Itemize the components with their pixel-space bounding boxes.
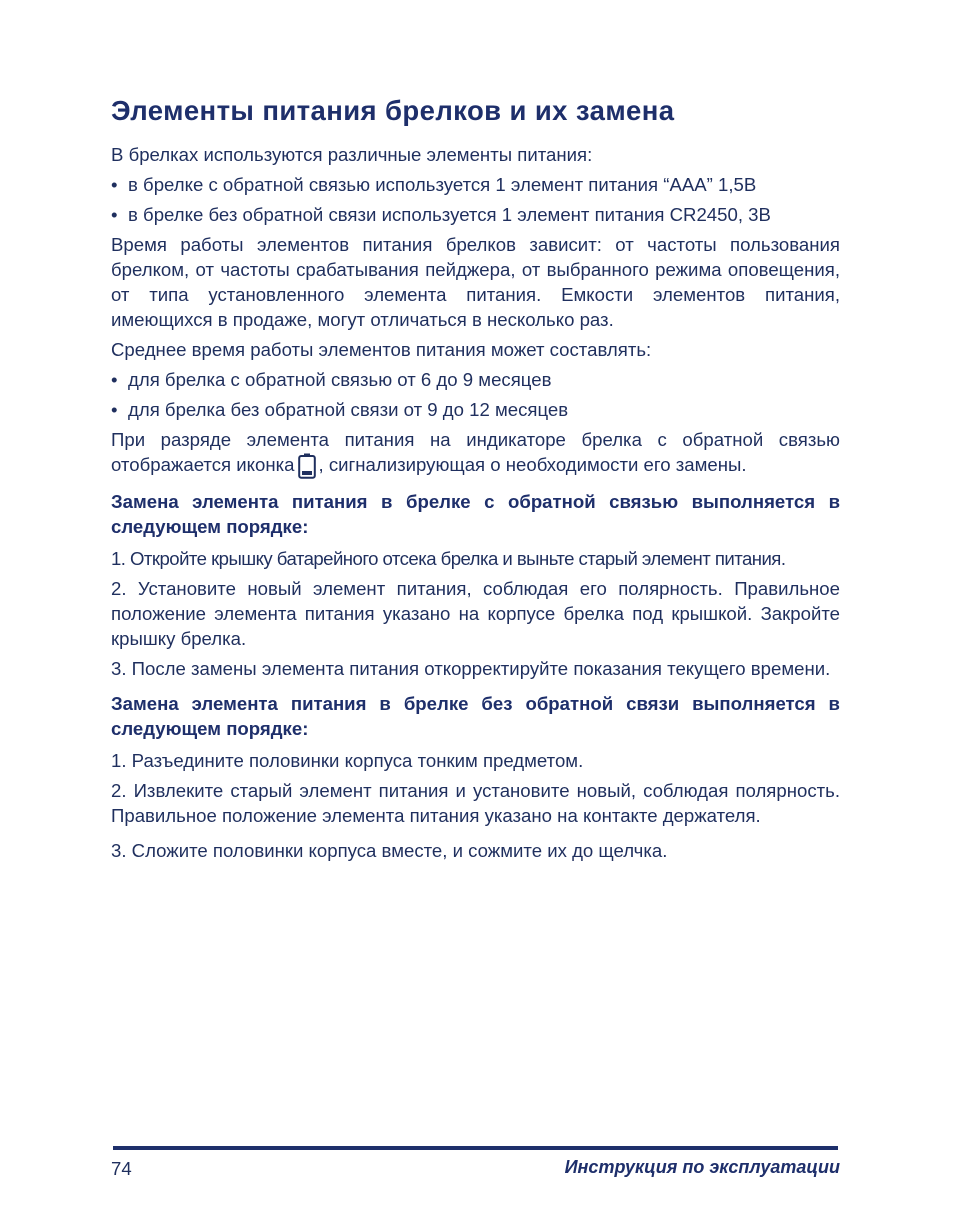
- footer-divider: [113, 1146, 838, 1150]
- page-content: [111, 94, 840, 868]
- battery-type-feedback: в брелке с обратной связью используется 1 элемент питания “AAA” 1,5В: [128, 174, 757, 195]
- footer-doc-title: Инструкция по эксплуатации: [564, 1157, 840, 1177]
- average-feedback: для брелка с обратной связью от 6 до 9 месяцев: [128, 369, 552, 390]
- runtime-paragraph: Время работы элементов питания брелков зависит: от частоты пользования брелком, от частоты срабатывания пейджера, от выбранного режима оповещения, от типа установленного элемента питания. Емкости элементов питания, имеющихся в продаже, могут отличаться в несколько раз.: [111, 234, 840, 330]
- step-item: 2. Извлеките старый элемент питания и установите новый, соблюдая полярность. Правильное положение элемента питания указано на контакте держателя.: [111, 780, 840, 826]
- discharge-text-end: , сигнализирующая о необходимости его замены.: [318, 454, 747, 475]
- bullet-icon: •: [111, 174, 118, 195]
- page-title: Элементы питания брелков и их замена: [111, 95, 675, 126]
- bullet-icon: •: [111, 204, 118, 225]
- page-number: 74: [111, 1158, 132, 1179]
- bullet-icon: •: [111, 399, 118, 420]
- list-item: [111, 397, 840, 422]
- section-heading-no-feedback: Замена элемента питания в брелке без обратной связи выполняется в следующем порядке:: [111, 693, 840, 739]
- step-item: 2. Установите новый элемент питания, соблюдая его полярность. Правильное положение элемента питания указано на корпусе брелка под крышкой. Закройте крышку брелка.: [111, 578, 840, 649]
- discharge-paragraph: [111, 427, 840, 479]
- step-item: 3. Сложите половинки корпуса вместе, и сожмите их до щелчка.: [111, 840, 668, 861]
- bullet-icon: •: [111, 369, 118, 390]
- battery-type-no-feedback: в брелке без обратной связи используется 1 элемент питания CR2450, 3В: [128, 204, 771, 225]
- section-heading-feedback: Замена элемента питания в брелке с обратной связью выполняется в следующем порядке:: [111, 491, 840, 537]
- average-intro: Среднее время работы элементов питания может составлять:: [111, 339, 652, 360]
- list-item: [111, 172, 840, 197]
- average-no-feedback: для брелка без обратной связи от 9 до 12 месяцев: [128, 399, 569, 420]
- list-item: [111, 202, 840, 227]
- list-item: [111, 367, 840, 392]
- intro-text: В брелках используются различные элементы питания:: [111, 144, 593, 165]
- step-item: 3. После замены элемента питания откорректируйте показания текущего времени.: [111, 658, 831, 679]
- step-item: 1. Откройте крышку батарейного отсека брелка и выньте старый элемент питания.: [111, 548, 786, 569]
- step-item: 1. Разъедините половинки корпуса тонким предметом.: [111, 750, 584, 771]
- discharge-text-start: При разряде элемента питания на индикаторе брелка с обратной связью отображается иконка: [111, 429, 840, 475]
- battery-icon: [298, 453, 316, 479]
